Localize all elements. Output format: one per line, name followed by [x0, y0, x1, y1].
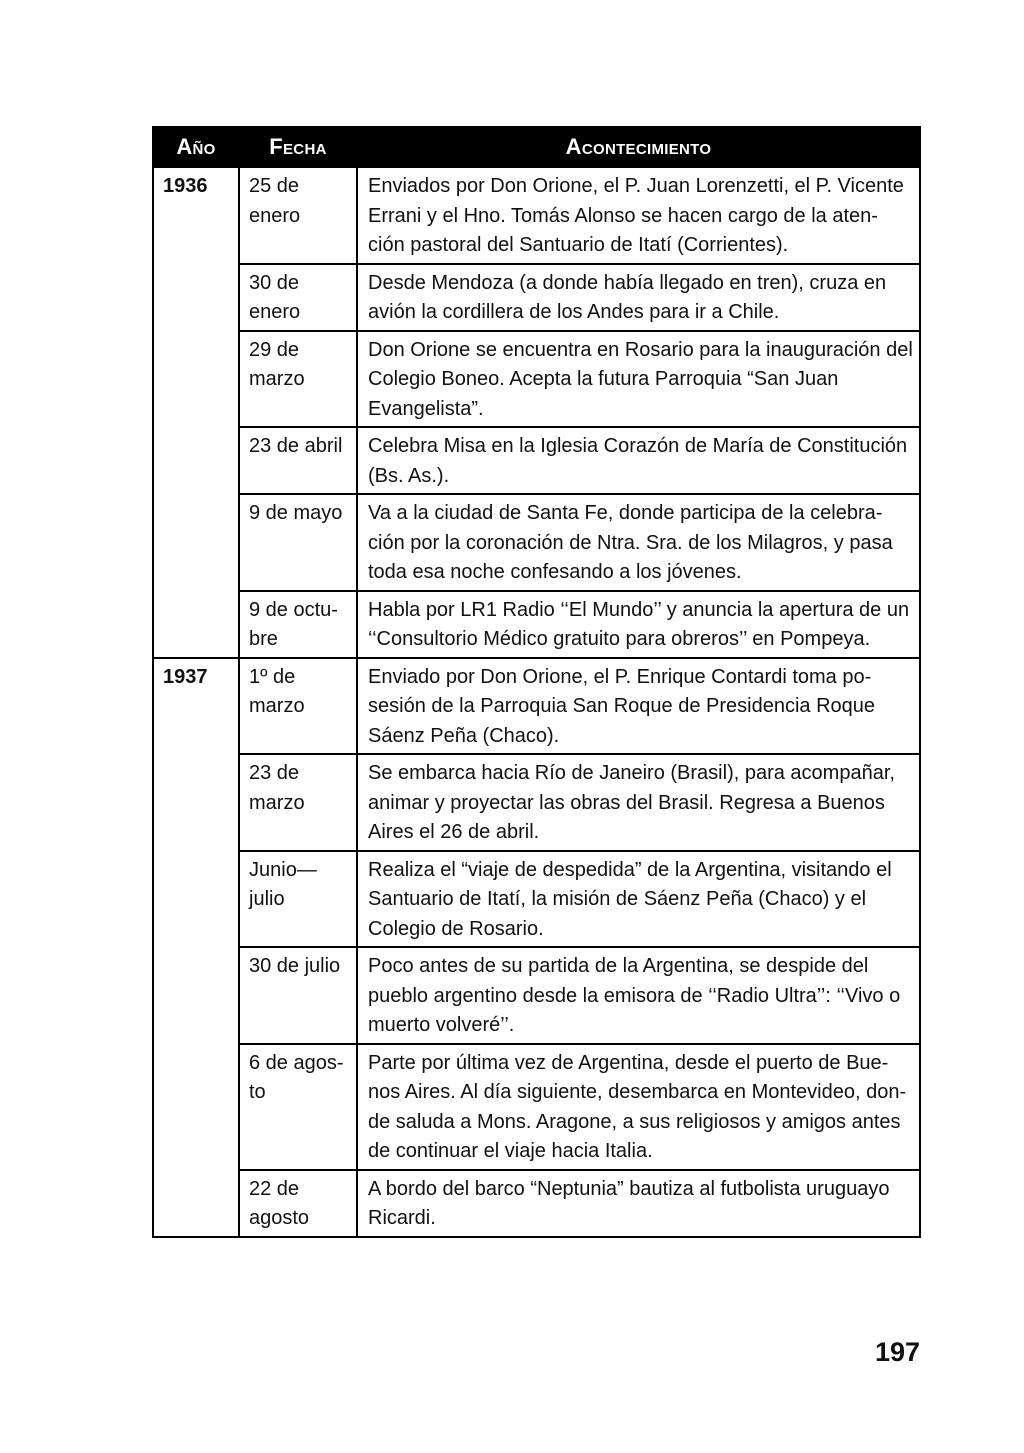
table-row [153, 591, 920, 658]
year-cell: 1937 [153, 658, 239, 1237]
header-year: Año [153, 127, 239, 167]
table-row [153, 851, 920, 948]
event-cell: Poco antes de su partida de la Argentina, se despide del pueblo argentino desde la emisora de ‘‘Radio Ultra’’: ‘‘Vivo o muerto volveré’’. [357, 947, 920, 1044]
event-cell: Realiza el “viaje de despedida” de la Argentina, visitando el Santuario de Itatí, la misión de Sáenz Peña (Chaco) y el Colegio de Rosario. [357, 851, 920, 948]
date-cell: 22 de agosto [239, 1170, 357, 1237]
date-cell: Junio— julio [239, 851, 357, 948]
chronology-table [152, 126, 921, 1238]
event-cell: Desde Mendoza (a donde había llegado en tren), cruza en avión la cordillera de los Andes para ir a Chile. [357, 264, 920, 331]
header-date: Fecha [239, 127, 357, 167]
date-cell: 25 de enero [239, 167, 357, 264]
table-row [153, 331, 920, 428]
event-cell: Parte por última vez de Argentina, desde el puerto de Bue-nos Aires. Al día siguiente, desembarca en Montevideo, don-de saluda a Mons. Aragone, a sus religiosos y amigos antes de continuar el viaje hacia Italia. [357, 1044, 920, 1170]
event-cell: Celebra Misa en la Iglesia Corazón de María de Constitución (Bs. As.). [357, 427, 920, 494]
event-cell: Va a la ciudad de Santa Fe, donde participa de la celebra-ción por la coronación de Ntra. Sra. de los Milagros, y pasa toda esa noche confesando a los jóvenes. [357, 494, 920, 591]
date-cell: 1º de marzo [239, 658, 357, 755]
date-cell: 30 de enero [239, 264, 357, 331]
date-cell: 6 de agos-to [239, 1044, 357, 1170]
table-header [153, 127, 920, 167]
date-cell: 9 de octu-bre [239, 591, 357, 658]
table-body [153, 167, 920, 1237]
date-cell: 29 de marzo [239, 331, 357, 428]
event-cell: Enviados por Don Orione, el P. Juan Lorenzetti, el P. Vicente Errani y el Hno. Tomás Alonso se hacen cargo de la aten-ción pastoral del Santuario de Itatí (Corrientes). [357, 167, 920, 264]
table-row [153, 264, 920, 331]
table-row [153, 754, 920, 851]
table-row [153, 167, 920, 264]
table-row [153, 494, 920, 591]
event-cell: Se embarca hacia Río de Janeiro (Brasil), para acompañar, animar y proyectar las obras del Brasil. Regresa a Buenos Aires el 26 de abril. [357, 754, 920, 851]
page-number: 197 [874, 1337, 920, 1367]
date-cell: 23 de abril [239, 427, 357, 494]
year-cell: 1936 [153, 167, 239, 658]
event-cell: Habla por LR1 Radio ‘‘El Mundo’’ y anuncia la apertura de un ‘‘Consultorio Médico gratuito para obreros’’ en Pompeya. [357, 591, 920, 658]
table-row [153, 1044, 920, 1170]
event-cell: A bordo del barco “Neptunia” bautiza al futbolista uruguayo Ricardi. [357, 1170, 920, 1237]
date-cell: 23 de marzo [239, 754, 357, 851]
table-row [153, 1170, 920, 1237]
event-cell: Don Orione se encuentra en Rosario para la inauguración del Colegio Boneo. Acepta la futura Parroquia “San Juan Evangelista”. [357, 331, 920, 428]
table-row [153, 427, 920, 494]
table-row [153, 947, 920, 1044]
date-cell: 9 de mayo [239, 494, 357, 591]
header-event: Acontecimiento [357, 127, 920, 167]
date-cell: 30 de julio [239, 947, 357, 1044]
table-row [153, 658, 920, 755]
event-cell: Enviado por Don Orione, el P. Enrique Contardi toma po-sesión de la Parroquia San Roque de Presidencia Roque Sáenz Peña (Chaco). [357, 658, 920, 755]
